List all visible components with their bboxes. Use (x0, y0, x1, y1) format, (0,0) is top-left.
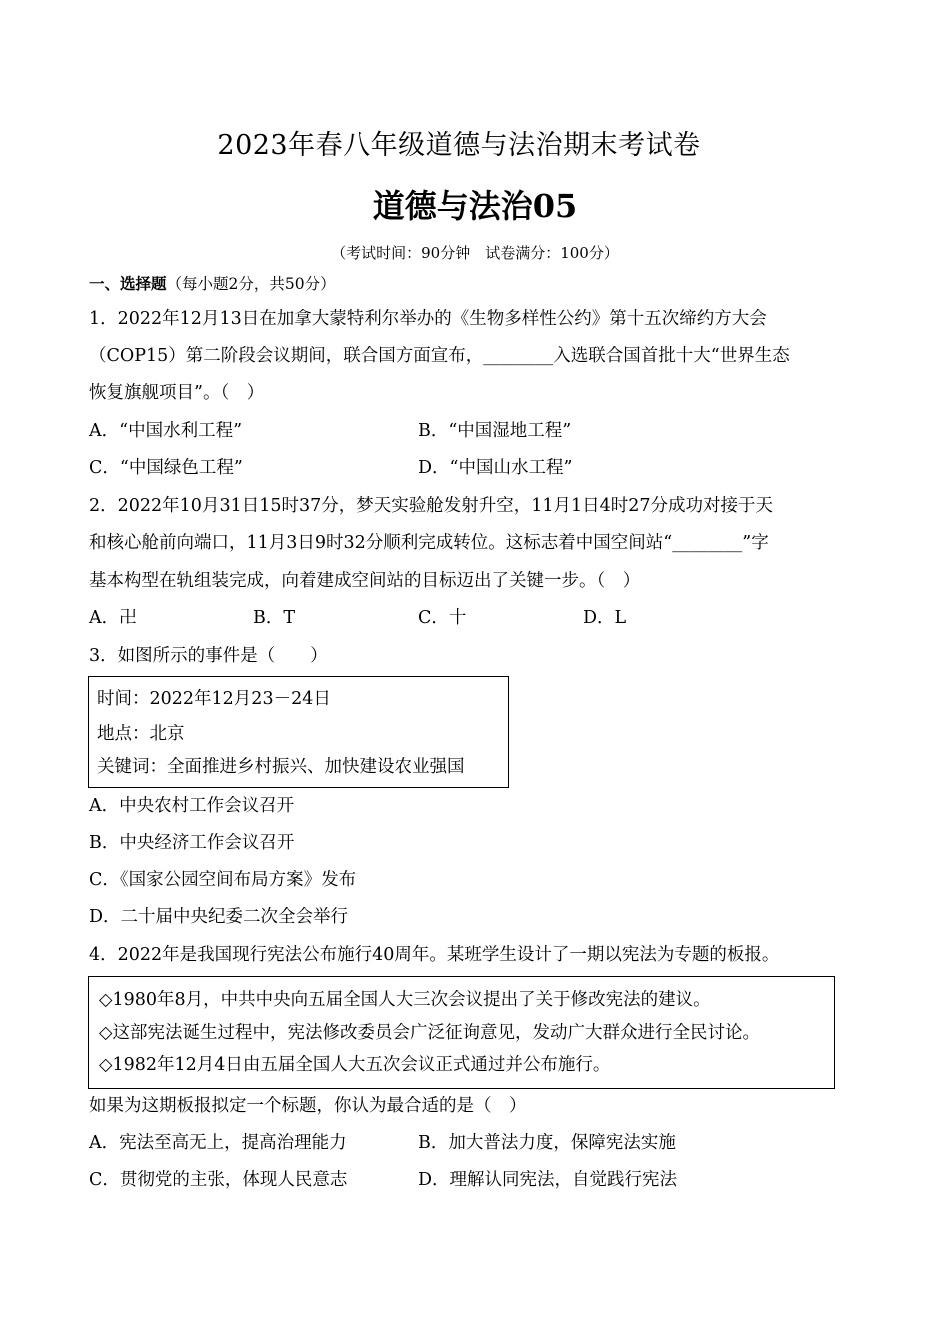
q2-option-c[interactable]: C．十 (418, 608, 467, 628)
exam-title: 2023年春八年级道德与法治期末考试卷 (217, 130, 701, 161)
q2-option-a[interactable]: A．卍 (89, 608, 137, 628)
q2-line-3: 基本构型在轨组装完成，向着建成空间站的目标迈出了关键一步。（ ） (89, 571, 641, 591)
q1-option-a[interactable]: A．“中国水利工程” (89, 421, 243, 441)
q2-line-2: 和核心舱前向端口，11月3日9时32分顺利完成转位。这标志着中国空间站“________”字 (89, 533, 769, 553)
q4-board-item-2: ◇这部宪法诞生过程中，宪法修改委员会广泛征询意见，发动广大群众进行全民讨论。 (99, 1023, 760, 1043)
q4-question: 如果为这期板报拟定一个标题，你认为最合适的是（ ） (89, 1096, 527, 1116)
q2-option-d[interactable]: D．L (583, 608, 627, 628)
q4-board-item-3: ◇1982年12月4日由五届全国人大五次会议正式通过并公布施行。 (99, 1055, 611, 1075)
q1-line-2: （COP15）第二阶段会议期间，联合国方面宣布，________入选联合国首批十大“世界生态 (89, 346, 790, 366)
q1-option-b[interactable]: B．“中国湿地工程” (418, 421, 572, 441)
q4-option-b[interactable]: B．加大普法力度，保障宪法实施 (418, 1133, 676, 1153)
q3-option-b[interactable]: B．中央经济工作会议召开 (89, 833, 295, 853)
section-title: 一、选择题 (89, 274, 167, 293)
exam-meta: （考试时间：90分钟 试卷满分：100分） (331, 244, 619, 262)
q3-option-c[interactable]: C．《国家公园空间布局方案》发布 (89, 870, 357, 890)
q4-option-d[interactable]: D．理解认同宪法，自觉践行宪法 (418, 1170, 678, 1190)
q3-option-a[interactable]: A．中央农村工作会议召开 (89, 796, 295, 816)
q3-box-place: 地点：北京 (97, 724, 185, 744)
q4-board-box (88, 976, 835, 1089)
q2-option-b[interactable]: B．T (253, 608, 296, 628)
q4-stem: 4．2022年是我国现行宪法公布施行40周年。某班学生设计了一期以宪法为专题的板报。 (89, 945, 780, 965)
q1-option-c[interactable]: C．“中国绿色工程” (89, 458, 243, 478)
q1-line-3: 恢复旗舰项目”。（ ） (89, 383, 265, 403)
q4-board-item-1: ◇1980年8月，中共中央向五届全国人大三次会议提出了关于修改宪法的建议。 (99, 990, 711, 1010)
q3-box-keywords: 关键词：全面推进乡村振兴、加快建设农业强国 (97, 757, 465, 777)
q3-info-box (88, 676, 509, 788)
q4-option-c[interactable]: C．贯彻党的主张，体现人民意志 (89, 1170, 348, 1190)
q3-stem: 3．如图所示的事件是（ ） (89, 646, 328, 666)
section-heading (89, 272, 336, 294)
section-note: （每小题2分，共50分） (166, 275, 336, 293)
q1-option-d[interactable]: D．“中国山水工程” (418, 458, 573, 478)
subject-title: 道德与法治05 (372, 187, 578, 225)
q1-line-1: 1．2022年12月13日在加拿大蒙特利尔举办的《生物多样性公约》第十五次缔约方大会 (89, 309, 767, 329)
q3-option-d[interactable]: D．二十届中央纪委二次全会举行 (89, 907, 349, 927)
q2-line-1: 2．2022年10月31日15时37分，梦天实验舱发射升空，11月1日4时27分成功对接于天 (89, 496, 774, 516)
q4-option-a[interactable]: A．宪法至高无上，提高治理能力 (89, 1133, 347, 1153)
q3-box-time: 时间：2022年12月23－24日 (97, 689, 331, 709)
